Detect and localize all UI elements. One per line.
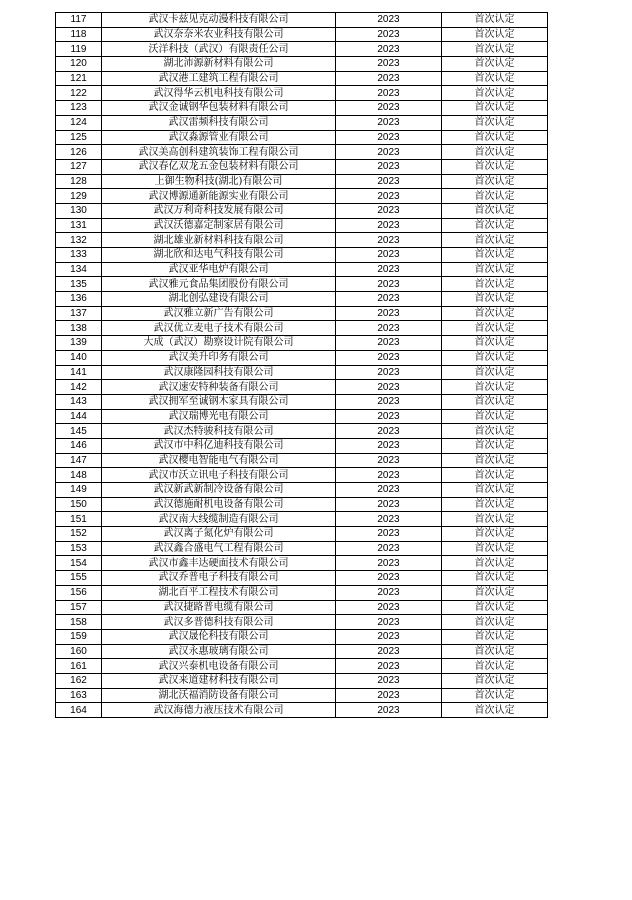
row-number-cell: 149: [56, 483, 102, 498]
company-name-cell: 武汉淼源管业有限公司: [102, 130, 336, 145]
row-number-cell: 136: [56, 292, 102, 307]
year-cell: 2023: [336, 629, 442, 644]
table-row: [56, 71, 548, 86]
certification-type-cell: 首次认定: [442, 262, 548, 277]
table-row: [56, 321, 548, 336]
company-name-cell: 武汉优立麦电子技术有限公司: [102, 321, 336, 336]
table-row: [56, 248, 548, 263]
table-row: [56, 174, 548, 189]
table-row: [56, 644, 548, 659]
certification-type-cell: 首次认定: [442, 203, 548, 218]
certification-type-cell: 首次认定: [442, 629, 548, 644]
table-row: [56, 571, 548, 586]
company-name-cell: 沃洋科技（武汉）有限责任公司: [102, 42, 336, 57]
year-cell: 2023: [336, 424, 442, 439]
certification-type-cell: 首次认定: [442, 409, 548, 424]
company-name-cell: 武汉雷频科技有限公司: [102, 115, 336, 130]
certification-type-cell: 首次认定: [442, 615, 548, 630]
certification-type-cell: 首次认定: [442, 688, 548, 703]
certification-type-cell: 首次认定: [442, 571, 548, 586]
company-name-cell: 武汉乔普电子科技有限公司: [102, 571, 336, 586]
certification-type-cell: 首次认定: [442, 218, 548, 233]
certification-type-cell: 首次认定: [442, 703, 548, 718]
table-row: [56, 115, 548, 130]
table-row: [56, 159, 548, 174]
certification-type-cell: 首次认定: [442, 248, 548, 263]
certification-type-cell: 首次认定: [442, 453, 548, 468]
year-cell: 2023: [336, 527, 442, 542]
row-number-cell: 127: [56, 159, 102, 174]
year-cell: 2023: [336, 600, 442, 615]
table-row: [56, 101, 548, 116]
year-cell: 2023: [336, 292, 442, 307]
company-list-table: [55, 12, 548, 718]
table-row: [56, 659, 548, 674]
year-cell: 2023: [336, 688, 442, 703]
year-cell: 2023: [336, 159, 442, 174]
row-number-cell: 117: [56, 13, 102, 28]
row-number-cell: 144: [56, 409, 102, 424]
year-cell: 2023: [336, 615, 442, 630]
certification-type-cell: 首次认定: [442, 174, 548, 189]
company-name-cell: 武汉金诚钢华包装材料有限公司: [102, 101, 336, 116]
certification-type-cell: 首次认定: [442, 130, 548, 145]
row-number-cell: 135: [56, 277, 102, 292]
certification-type-cell: 首次认定: [442, 86, 548, 101]
year-cell: 2023: [336, 13, 442, 28]
row-number-cell: 131: [56, 218, 102, 233]
company-name-cell: 武汉博源通新能源实业有限公司: [102, 189, 336, 204]
company-name-cell: 武汉新武新制冷设备有限公司: [102, 483, 336, 498]
year-cell: 2023: [336, 203, 442, 218]
row-number-cell: 123: [56, 101, 102, 116]
row-number-cell: 145: [56, 424, 102, 439]
row-number-cell: 143: [56, 394, 102, 409]
row-number-cell: 158: [56, 615, 102, 630]
company-name-cell: 武汉康隆园科技有限公司: [102, 365, 336, 380]
row-number-cell: 128: [56, 174, 102, 189]
year-cell: 2023: [336, 321, 442, 336]
table-row: [56, 218, 548, 233]
row-number-cell: 126: [56, 145, 102, 160]
company-name-cell: 武汉南大线缆制造有限公司: [102, 512, 336, 527]
year-cell: 2023: [336, 556, 442, 571]
year-cell: 2023: [336, 497, 442, 512]
year-cell: 2023: [336, 703, 442, 718]
certification-type-cell: 首次认定: [442, 101, 548, 116]
table-row: [56, 277, 548, 292]
company-name-cell: 武汉美升印务有限公司: [102, 350, 336, 365]
certification-type-cell: 首次认定: [442, 497, 548, 512]
row-number-cell: 152: [56, 527, 102, 542]
table-row: [56, 394, 548, 409]
company-name-cell: 湖北百平工程技术有限公司: [102, 585, 336, 600]
company-name-cell: 武汉万利奇科技发展有限公司: [102, 203, 336, 218]
company-name-cell: 武汉来道建材科技有限公司: [102, 673, 336, 688]
certification-type-cell: 首次认定: [442, 233, 548, 248]
row-number-cell: 162: [56, 673, 102, 688]
table-row: [56, 688, 548, 703]
table-row: [56, 424, 548, 439]
certification-type-cell: 首次认定: [442, 541, 548, 556]
year-cell: 2023: [336, 248, 442, 263]
row-number-cell: 122: [56, 86, 102, 101]
company-name-cell: 武汉杰特骏科技有限公司: [102, 424, 336, 439]
company-name-cell: 武汉捷路普电缆有限公司: [102, 600, 336, 615]
table-row: [56, 703, 548, 718]
company-name-cell: 湖北沃福消防设备有限公司: [102, 688, 336, 703]
year-cell: 2023: [336, 57, 442, 72]
certification-type-cell: 首次认定: [442, 424, 548, 439]
row-number-cell: 137: [56, 306, 102, 321]
company-name-cell: 武汉卡兹见克动漫科技有限公司: [102, 13, 336, 28]
company-name-cell: 湖北沛源新材料有限公司: [102, 57, 336, 72]
certification-type-cell: 首次认定: [442, 585, 548, 600]
row-number-cell: 161: [56, 659, 102, 674]
table-row: [56, 365, 548, 380]
certification-type-cell: 首次认定: [442, 673, 548, 688]
row-number-cell: 159: [56, 629, 102, 644]
year-cell: 2023: [336, 277, 442, 292]
row-number-cell: 164: [56, 703, 102, 718]
row-number-cell: 118: [56, 27, 102, 42]
company-name-cell: 武汉鑫合盛电气工程有限公司: [102, 541, 336, 556]
company-name-cell: 武汉多普德科技有限公司: [102, 615, 336, 630]
certification-type-cell: 首次认定: [442, 115, 548, 130]
year-cell: 2023: [336, 585, 442, 600]
company-name-cell: 武汉瑞博光电有限公司: [102, 409, 336, 424]
year-cell: 2023: [336, 659, 442, 674]
company-name-cell: 武汉德施耐机电设备有限公司: [102, 497, 336, 512]
company-name-cell: 武汉雅立新广告有限公司: [102, 306, 336, 321]
certification-type-cell: 首次认定: [442, 468, 548, 483]
row-number-cell: 146: [56, 438, 102, 453]
year-cell: 2023: [336, 145, 442, 160]
table-row: [56, 13, 548, 28]
year-cell: 2023: [336, 468, 442, 483]
table-row: [56, 203, 548, 218]
certification-type-cell: 首次认定: [442, 71, 548, 86]
table-row: [56, 483, 548, 498]
company-name-cell: 武汉春亿双龙五金包装材料有限公司: [102, 159, 336, 174]
year-cell: 2023: [336, 306, 442, 321]
certification-type-cell: 首次认定: [442, 600, 548, 615]
year-cell: 2023: [336, 453, 442, 468]
certification-type-cell: 首次认定: [442, 292, 548, 307]
year-cell: 2023: [336, 571, 442, 586]
company-name-cell: 武汉离子氮化炉有限公司: [102, 527, 336, 542]
table-row: [56, 409, 548, 424]
year-cell: 2023: [336, 115, 442, 130]
table-row: [56, 615, 548, 630]
table-row: [56, 468, 548, 483]
year-cell: 2023: [336, 644, 442, 659]
certification-type-cell: 首次认定: [442, 306, 548, 321]
certification-type-cell: 首次认定: [442, 644, 548, 659]
certification-type-cell: 首次认定: [442, 556, 548, 571]
row-number-cell: 140: [56, 350, 102, 365]
certification-type-cell: 首次认定: [442, 659, 548, 674]
year-cell: 2023: [336, 394, 442, 409]
year-cell: 2023: [336, 130, 442, 145]
row-number-cell: 121: [56, 71, 102, 86]
table-row: [56, 629, 548, 644]
company-name-cell: 武汉速安特种装备有限公司: [102, 380, 336, 395]
company-name-cell: 武汉雅元食品集团股份有限公司: [102, 277, 336, 292]
table-row: [56, 233, 548, 248]
certification-type-cell: 首次认定: [442, 27, 548, 42]
certification-type-cell: 首次认定: [442, 145, 548, 160]
table-row: [56, 527, 548, 542]
company-name-cell: 武汉晟伦科技有限公司: [102, 629, 336, 644]
certification-type-cell: 首次认定: [442, 350, 548, 365]
row-number-cell: 129: [56, 189, 102, 204]
row-number-cell: 138: [56, 321, 102, 336]
year-cell: 2023: [336, 27, 442, 42]
row-number-cell: 125: [56, 130, 102, 145]
table-row: [56, 145, 548, 160]
certification-type-cell: 首次认定: [442, 527, 548, 542]
table-row: [56, 262, 548, 277]
company-name-cell: 武汉美高创科建筑装饰工程有限公司: [102, 145, 336, 160]
year-cell: 2023: [336, 483, 442, 498]
row-number-cell: 156: [56, 585, 102, 600]
row-number-cell: 120: [56, 57, 102, 72]
company-name-cell: 武汉市鑫丰达硬面技术有限公司: [102, 556, 336, 571]
row-number-cell: 151: [56, 512, 102, 527]
year-cell: 2023: [336, 438, 442, 453]
company-name-cell: 武汉港工建筑工程有限公司: [102, 71, 336, 86]
certification-type-cell: 首次认定: [442, 189, 548, 204]
table-body: [56, 13, 548, 718]
table-row: [56, 497, 548, 512]
company-name-cell: 武汉樱电智能电气有限公司: [102, 453, 336, 468]
company-name-cell: 上御生物科技(湖北)有限公司: [102, 174, 336, 189]
company-name-cell: 武汉拥军至诚钢木家具有限公司: [102, 394, 336, 409]
table-row: [56, 57, 548, 72]
year-cell: 2023: [336, 512, 442, 527]
company-name-cell: 湖北雄业新材料科技有限公司: [102, 233, 336, 248]
row-number-cell: 160: [56, 644, 102, 659]
company-name-cell: 武汉市沃立讯电子科技有限公司: [102, 468, 336, 483]
certification-type-cell: 首次认定: [442, 512, 548, 527]
row-number-cell: 130: [56, 203, 102, 218]
table-row: [56, 541, 548, 556]
certification-type-cell: 首次认定: [442, 365, 548, 380]
company-name-cell: 武汉亚华电炉有限公司: [102, 262, 336, 277]
table-row: [56, 673, 548, 688]
year-cell: 2023: [336, 541, 442, 556]
company-name-cell: 武汉得华云机电科技有限公司: [102, 86, 336, 101]
year-cell: 2023: [336, 86, 442, 101]
table-row: [56, 86, 548, 101]
year-cell: 2023: [336, 673, 442, 688]
company-name-cell: 湖北欣和达电气科技有限公司: [102, 248, 336, 263]
certification-type-cell: 首次认定: [442, 438, 548, 453]
year-cell: 2023: [336, 189, 442, 204]
company-name-cell: 武汉海德力液压技术有限公司: [102, 703, 336, 718]
company-name-cell: 武汉奈奈米农业科技有限公司: [102, 27, 336, 42]
table-row: [56, 292, 548, 307]
row-number-cell: 141: [56, 365, 102, 380]
table-row: [56, 438, 548, 453]
table-row: [56, 556, 548, 571]
year-cell: 2023: [336, 336, 442, 351]
certification-type-cell: 首次认定: [442, 13, 548, 28]
company-name-cell: 武汉永惠玻璃有限公司: [102, 644, 336, 659]
certification-type-cell: 首次认定: [442, 321, 548, 336]
table-row: [56, 130, 548, 145]
company-name-cell: 武汉兴泰机电设备有限公司: [102, 659, 336, 674]
certification-type-cell: 首次认定: [442, 380, 548, 395]
table-row: [56, 380, 548, 395]
row-number-cell: 134: [56, 262, 102, 277]
certification-type-cell: 首次认定: [442, 336, 548, 351]
table-row: [56, 600, 548, 615]
table-row: [56, 512, 548, 527]
certification-type-cell: 首次认定: [442, 483, 548, 498]
row-number-cell: 157: [56, 600, 102, 615]
company-name-cell: 武汉沃德嘉定制家居有限公司: [102, 218, 336, 233]
row-number-cell: 148: [56, 468, 102, 483]
row-number-cell: 163: [56, 688, 102, 703]
table-row: [56, 336, 548, 351]
year-cell: 2023: [336, 409, 442, 424]
year-cell: 2023: [336, 262, 442, 277]
row-number-cell: 132: [56, 233, 102, 248]
row-number-cell: 154: [56, 556, 102, 571]
year-cell: 2023: [336, 101, 442, 116]
table-row: [56, 42, 548, 57]
year-cell: 2023: [336, 218, 442, 233]
row-number-cell: 150: [56, 497, 102, 512]
table-row: [56, 585, 548, 600]
year-cell: 2023: [336, 71, 442, 86]
year-cell: 2023: [336, 233, 442, 248]
certification-type-cell: 首次认定: [442, 42, 548, 57]
table-row: [56, 27, 548, 42]
certification-type-cell: 首次认定: [442, 394, 548, 409]
year-cell: 2023: [336, 42, 442, 57]
year-cell: 2023: [336, 350, 442, 365]
company-name-cell: 大成（武汉）勘察设计院有限公司: [102, 336, 336, 351]
company-name-cell: 武汉市中科亿迪科技有限公司: [102, 438, 336, 453]
year-cell: 2023: [336, 380, 442, 395]
row-number-cell: 153: [56, 541, 102, 556]
certification-type-cell: 首次认定: [442, 57, 548, 72]
row-number-cell: 142: [56, 380, 102, 395]
company-name-cell: 湖北创弘建设有限公司: [102, 292, 336, 307]
row-number-cell: 119: [56, 42, 102, 57]
table-row: [56, 306, 548, 321]
row-number-cell: 124: [56, 115, 102, 130]
row-number-cell: 155: [56, 571, 102, 586]
certification-type-cell: 首次认定: [442, 277, 548, 292]
year-cell: 2023: [336, 174, 442, 189]
row-number-cell: 147: [56, 453, 102, 468]
table-row: [56, 350, 548, 365]
table-row: [56, 189, 548, 204]
row-number-cell: 133: [56, 248, 102, 263]
certification-type-cell: 首次认定: [442, 159, 548, 174]
year-cell: 2023: [336, 365, 442, 380]
row-number-cell: 139: [56, 336, 102, 351]
table-row: [56, 453, 548, 468]
